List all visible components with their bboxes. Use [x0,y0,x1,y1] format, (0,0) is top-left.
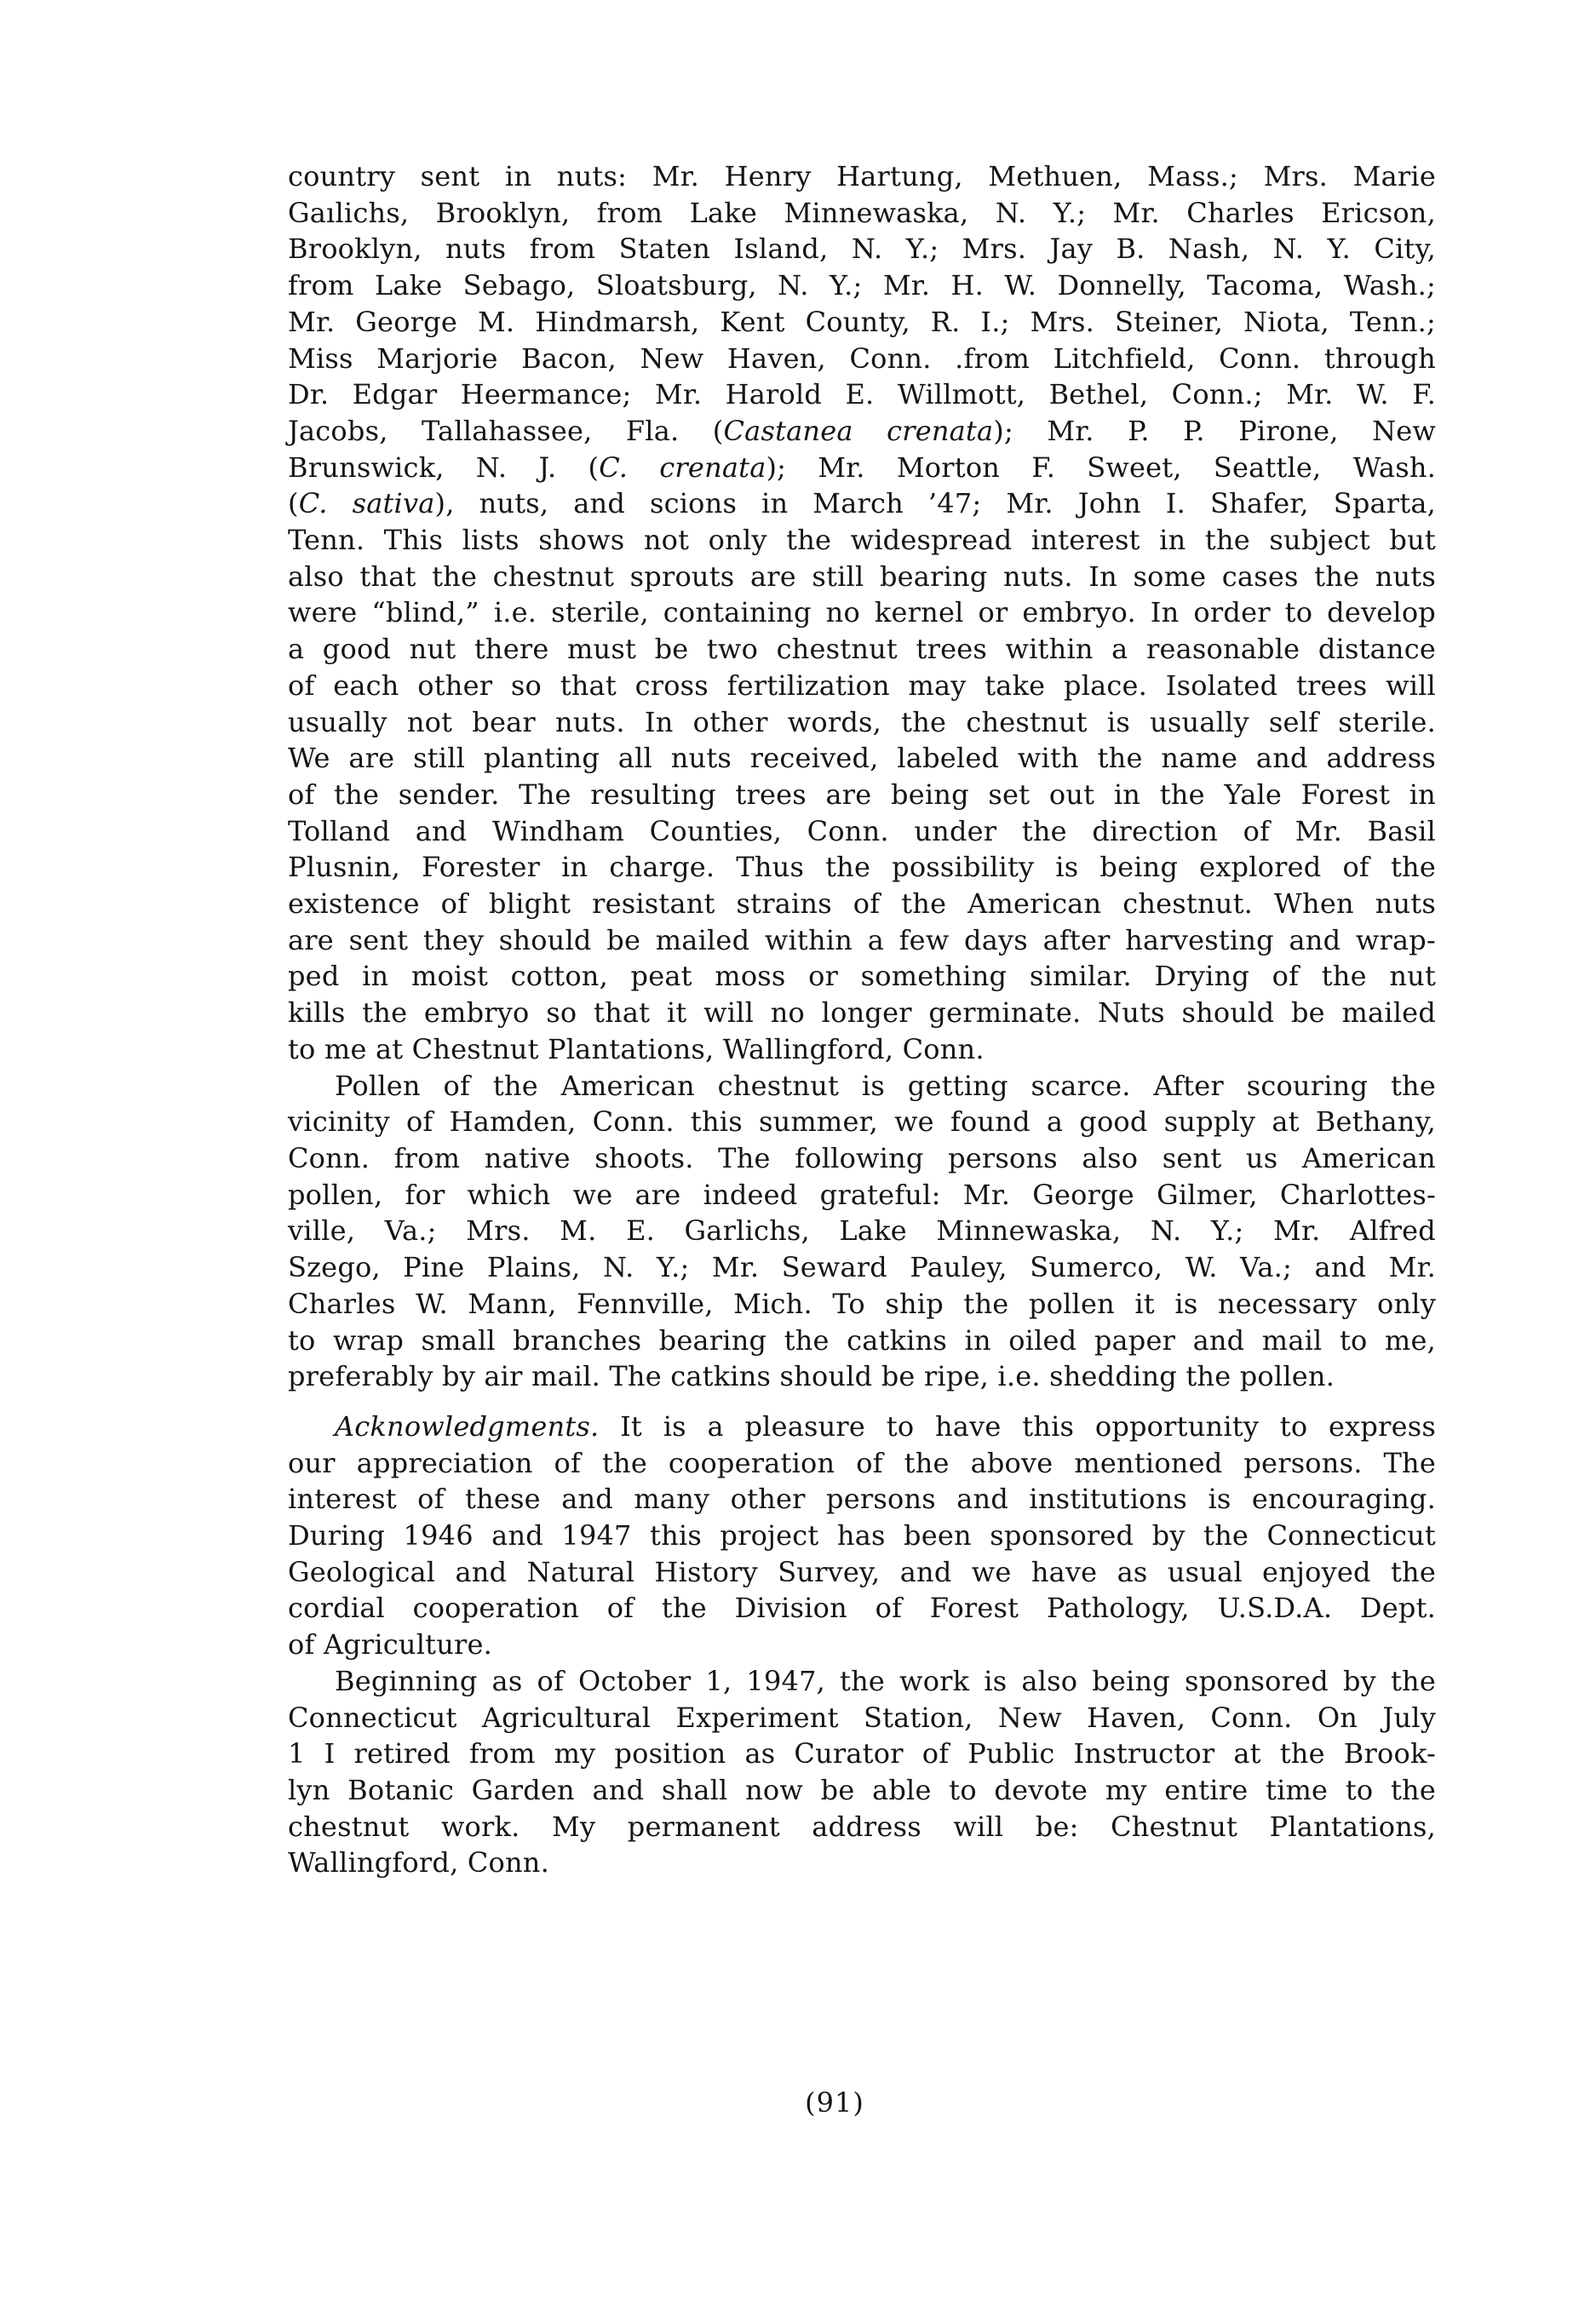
text-line: pollen, for which we are indeed grateful: Mr. George Gilmer, Charlottes- [288,1178,1436,1211]
text-line: kills the embryo so that it will no longer germinate. Nuts should be mailed [288,996,1436,1030]
paragraph [288,1663,1436,1881]
text-line: ped in moist cotton, peat moss or something similar. Drying of the nut [288,960,1436,993]
text-line: 1 I retired from my position as Curator of Public Instructor at the Brook- [288,1737,1436,1770]
text-line: Conn. from native shoots. The following persons also sent us American [288,1141,1436,1174]
text-line: Charles W. Mann, Fennville, Mich. To ship the pollen it is necessary only [288,1287,1436,1320]
text-line: to me at Chestnut Plantations, Wallingford, Conn. [288,1032,985,1065]
text-line: are sent they should be mailed within a few days after harvesting and wrap- [288,923,1436,956]
text-line: vicinity of Hamden, Conn. this summer, we found a good supply at Bethany, [288,1105,1436,1139]
text-line: existence of blight resistant strains of the American chestnut. When nuts [288,887,1436,921]
text-line: preferably by air mail. The catkins should be ripe, i.e. shedding the pollen. [288,1360,1335,1393]
text-line: Connecticut Agricultural Experiment Station, New Haven, Conn. On July [288,1701,1436,1734]
text-line: Mr. George M. Hindmarsh, Kent County, R. I.; Mrs. Steiner, Niota, Tenn.; [288,305,1436,338]
text-line: a good nut there must be two chestnut trees within a reasonable distance [288,633,1436,666]
text-line: During 1946 and 1947 this project has been sponsored by the Connecticut [288,1519,1436,1552]
text-line: (C. sativa), nuts, and scions in March ’47; Mr. John I. Shafer, Sparta, [288,487,1436,520]
text-line: Gaılichs, Brooklyn, from Lake Minnewaska, N. Y.; Mr. Charles Ericson, [288,196,1436,229]
text-line: Tolland and Windham Counties, Conn. under the direction of Mr. Basil [288,814,1436,847]
text-line: to wrap small branches bearing the catkins in oiled paper and mail to me, [288,1323,1436,1357]
text-line: country sent in nuts: Mr. Henry Hartung, Methuen, Mass.; Mrs. Marie [288,160,1436,192]
text-line: Geological and Natural History Survey, and we have as usual enjoyed the [288,1555,1436,1588]
text-line: chestnut work. My permanent address will be: Chestnut Plantations, [288,1810,1436,1843]
text-line: ville, Va.; Mrs. M. E. Garlichs, Lake Minnewaska, N. Y.; Mr. Alfred [288,1214,1436,1248]
text-line: Brooklyn, nuts from Staten Island, N. Y.; Mrs. Jay B. Nash, N. Y. City, [288,232,1436,266]
text-line: also that the chestnut sprouts are still bearing nuts. In some cases the nuts [288,560,1436,593]
text-line: interest of these and many other persons and institutions is encouraging. [288,1483,1436,1516]
paragraph [288,158,1436,1068]
text-line: Plusnin, Forester in charge. Thus the possibility is being explored of the [288,851,1436,884]
text-line: Tenn. This lists shows not only the widespread interest in the subject but [288,524,1436,557]
text-line: Dr. Edgar Heermance; Mr. Harold E. Willmott, Bethel, Conn.; Mr. W. F. [288,378,1436,411]
body-text [288,158,1436,1881]
text-line: We are still planting all nuts received, labeled with the name and address [288,742,1436,775]
text-line: Brunswick, N. J. (C. crenata); Mr. Morton F. Sweet, Seattle, Wash. [288,450,1436,484]
text-line: of Agriculture. [288,1628,493,1661]
text-line: Acknowledgments. It is a pleasure to have this opportunity to express [335,1409,1436,1443]
text-line: were “blind,” i.e. sterile, containing no kernel or embryo. In order to develop [288,596,1436,629]
text-line: Jacobs, Tallahassee, Fla. (Castanea crenata); Mr. P. P. Pirone, New [288,414,1436,447]
text-line: Miss Marjorie Bacon, New Haven, Conn. .from Litchfield, Conn. through [288,341,1436,375]
paragraph [288,1068,1436,1395]
paragraph [288,1409,1436,1663]
text-line: of each other so that cross fertilization may take place. Isolated trees will [288,669,1436,702]
text-line: Wallingford, Conn. [288,1846,549,1879]
text-line: our appreciation of the cooperation of the above mentioned persons. The [288,1446,1436,1479]
text-line: Beginning as of October 1, 1947, the work is also being sponsored by the [335,1664,1436,1697]
text-line: usually not bear nuts. In other words, the chestnut is usually self sterile. [288,705,1436,738]
text-line: from Lake Sebago, Sloatsburg, N. Y.; Mr. H. W. Donnelly, Tacoma, Wash.; [288,269,1436,302]
text-line: Szego, Pine Plains, N. Y.; Mr. Seward Pauley, Sumerco, W. Va.; and Mr. [288,1251,1436,1284]
text-line: lyn Botanic Garden and shall now be able to devote my entire time to the [288,1773,1436,1806]
text-line: cordial cooperation of the Division of Forest Pathology, U.S.D.A. Dept. [288,1592,1436,1625]
page-number: (91) [805,2086,864,2119]
text-line: Pollen of the American chestnut is getting scarce. After scouring the [335,1069,1436,1102]
text-line: of the sender. The resulting trees are being set out in the Yale Forest in [288,778,1436,811]
